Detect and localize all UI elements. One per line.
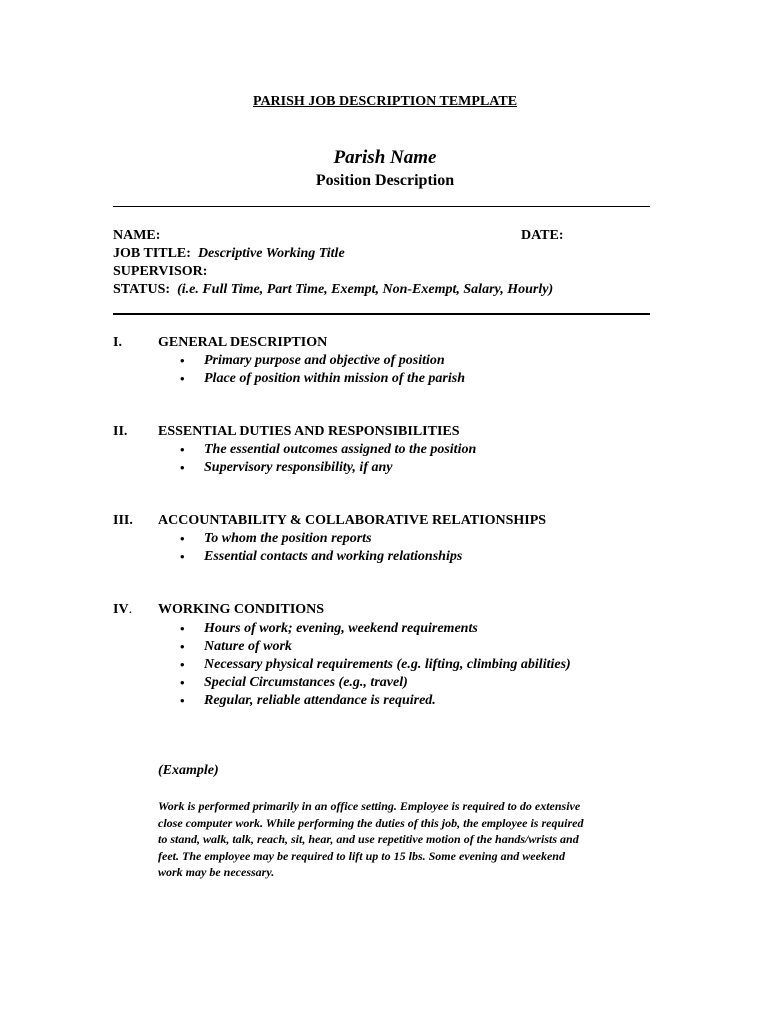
list-item: • Necessary physical requirements (e.g. lifting, climbing abilities) <box>180 657 571 672</box>
supervisor-field <box>113 264 207 280</box>
section-number: IV. <box>113 602 133 617</box>
bullet-icon: • <box>180 442 185 457</box>
job-title-value: Descriptive Working Title <box>197 246 345 261</box>
bullet-list <box>178 530 462 566</box>
example-line: feet. The employee may be required to lift up to 15 lbs. Some evening and weekend <box>158 848 565 863</box>
example-label: (Example) <box>158 763 219 778</box>
document-title: PARISH JOB DESCRIPTION TEMPLATE <box>252 94 518 109</box>
section-number: III. <box>113 513 133 528</box>
example-paragraph <box>158 798 658 881</box>
bullet-list <box>178 620 571 710</box>
bullet-icon: • <box>180 693 185 708</box>
header-bottom-divider <box>113 313 650 315</box>
parish-name: Parish Name <box>333 147 437 168</box>
example-line: work may be necessary. <box>158 865 275 879</box>
status-field <box>113 282 553 298</box>
section-title: GENERAL DESCRIPTION <box>158 335 328 350</box>
status-label: STATUS: <box>113 282 171 297</box>
list-item: • Essential contacts and working relationships <box>180 549 463 564</box>
example-line: to stand, walk, talk, reach, sit, hear, and use repetitive motion of the hands/wrists and <box>158 832 579 846</box>
bullet-icon: • <box>180 621 185 636</box>
bullet-icon: • <box>180 353 185 368</box>
bullet-icon: • <box>180 531 185 546</box>
top-divider <box>113 206 650 207</box>
example-line: Work is performed primarily in an office setting. Employee is required to do extensive <box>158 799 581 813</box>
document-subtitle: Position Description <box>315 172 455 189</box>
bullet-icon: • <box>180 639 185 654</box>
list-item: • To whom the position reports <box>180 531 372 546</box>
section-number: II. <box>113 424 128 439</box>
bullet-icon: • <box>180 675 185 690</box>
list-item: • Hours of work; evening, weekend requirements <box>180 621 478 636</box>
bullet-list <box>178 441 476 477</box>
section-title: WORKING CONDITIONS <box>158 602 325 617</box>
name-label: NAME: <box>113 228 161 243</box>
date-label: DATE: <box>521 228 564 243</box>
list-item: • Nature of work <box>180 639 292 654</box>
list-item: • Special Circumstances (e.g., travel) <box>180 675 408 690</box>
example-line: close computer work. While performing the duties of this job, the employee is required <box>158 815 584 830</box>
list-item: • Primary purpose and objective of position <box>180 353 445 368</box>
list-item: • Supervisory responsibility, if any <box>180 460 393 475</box>
bullet-icon: • <box>180 657 185 672</box>
job-title-label: JOB TITLE: <box>113 246 191 261</box>
bullet-icon: • <box>180 371 185 386</box>
section-number: I. <box>113 335 122 350</box>
bullet-list <box>178 352 465 388</box>
section-title: ACCOUNTABILITY & COLLABORATIVE RELATIONSHIPS <box>158 513 547 528</box>
list-item: • Regular, reliable attendance is required. <box>180 693 436 708</box>
bullet-icon: • <box>180 549 185 564</box>
bullet-icon: • <box>180 460 185 475</box>
job-title-field <box>113 246 345 262</box>
list-item: • Place of position within mission of the parish <box>180 371 465 386</box>
name-field <box>113 228 160 244</box>
list-item: • The essential outcomes assigned to the position <box>180 442 477 457</box>
supervisor-label: SUPERVISOR: <box>113 264 208 279</box>
status-value: (i.e. Full Time, Part Time, Exempt, Non-Exempt, Salary, Hourly) <box>177 282 554 297</box>
section-title: ESSENTIAL DUTIES AND RESPONSIBILITIES <box>158 424 460 439</box>
